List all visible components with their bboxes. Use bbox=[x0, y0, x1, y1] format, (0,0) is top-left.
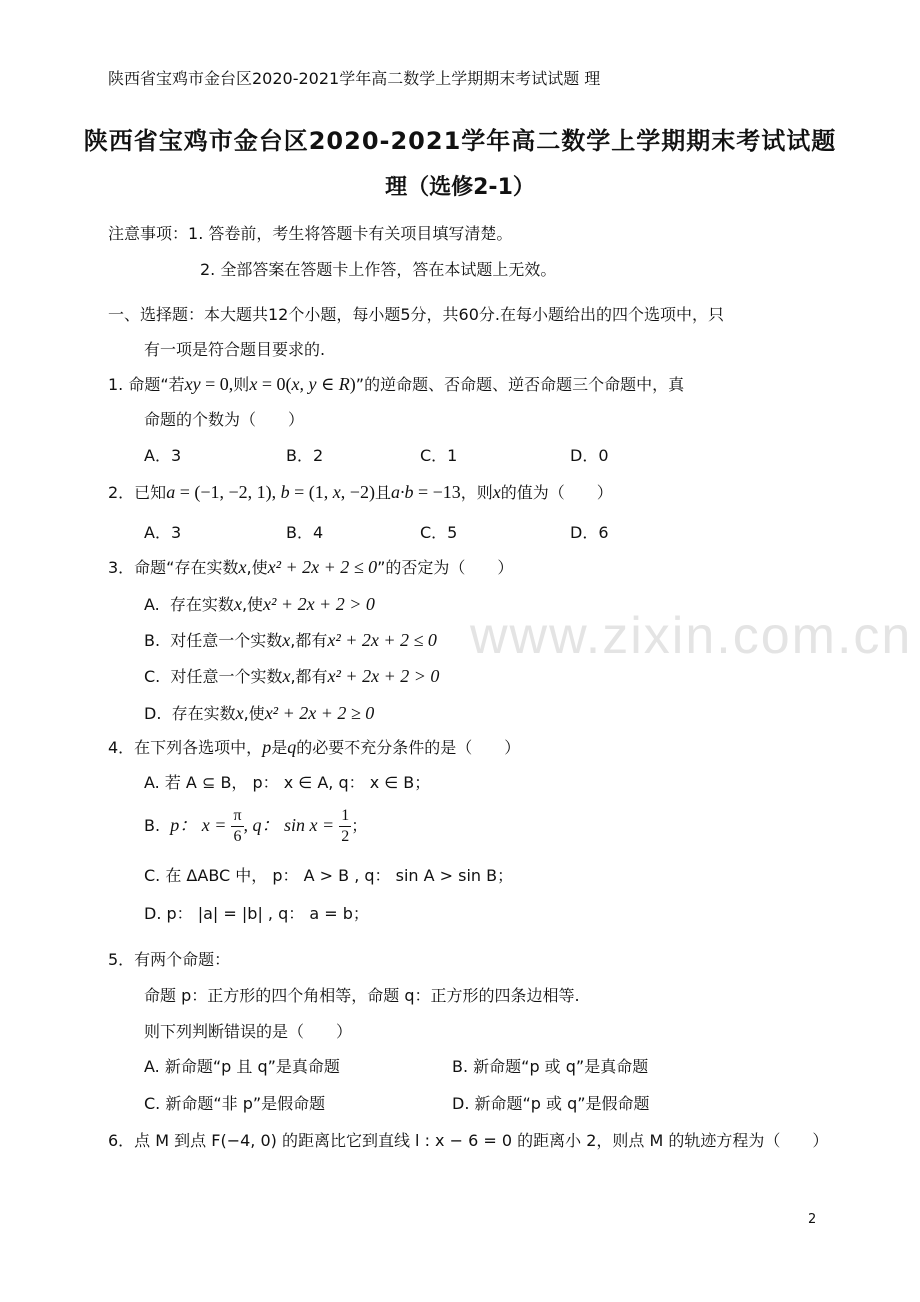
q5-propositions: 命题 p：正方形的四个角相等，命题 q：正方形的四条边相等. bbox=[144, 986, 580, 1005]
notice-item-1: 1. 答卷前，考生将答题卡有关项目填写清楚。 bbox=[188, 224, 513, 243]
q4-text: 是 bbox=[271, 738, 288, 757]
q4-option-a: A. 若 A ⊆ B， p： x ∈ A, q： x ∈ B； bbox=[144, 773, 431, 792]
q3-prefix: 3．命题“存在实数 bbox=[108, 558, 239, 577]
q5-option-a: A. 新命题“p 且 q”是真命题 bbox=[144, 1057, 340, 1076]
q3-math: x bbox=[282, 630, 291, 650]
dot-product: a·b bbox=[390, 482, 414, 502]
q3-option-text: 存在实数 bbox=[171, 704, 236, 723]
q1-math: ∈ bbox=[316, 374, 339, 394]
fraction-denominator: 2 bbox=[341, 828, 350, 845]
q3-text: ,使 bbox=[246, 558, 268, 577]
question-5-stem: 5．有两个命题： bbox=[108, 950, 231, 969]
q3-option-text: 对任意一个实数 bbox=[170, 667, 283, 686]
q4-math: , q： sin x = bbox=[243, 815, 335, 835]
q3-option-text: ,使 bbox=[241, 595, 264, 614]
q3-option-text: 存在实数 bbox=[169, 595, 234, 614]
q2-option-c: C．5 bbox=[420, 523, 458, 542]
fraction-numerator: 1 bbox=[339, 806, 351, 827]
q1-math: ) bbox=[349, 374, 356, 394]
q4-math: q bbox=[287, 737, 297, 757]
q4-option-label: B. bbox=[144, 816, 161, 835]
q1-suffix: ”的逆命题、否命题、逆否命题三个命题中，真 bbox=[355, 375, 685, 394]
q4-option-d: D. p： |a| = |b| , q： a = b； bbox=[144, 904, 369, 923]
q1-text: 则 bbox=[233, 375, 250, 394]
q3-option-label: D. bbox=[144, 704, 162, 723]
q5-option-c: C. 新命题“非 p”是假命题 bbox=[144, 1094, 326, 1113]
q2-math: = −13 bbox=[413, 482, 461, 502]
q2-text: 的值为（ ） bbox=[500, 483, 613, 502]
question-2-stem bbox=[108, 480, 613, 503]
q3-math: x² + 2x + 2 ≥ 0 bbox=[264, 703, 375, 723]
section-heading: 一、选择题：本大题共12个小题，每小题5分，共60分.在每小题给出的四个选项中，只 bbox=[108, 305, 724, 324]
fraction-pi-over-6 bbox=[231, 806, 243, 847]
q3-option-text: ,都有 bbox=[290, 631, 328, 650]
question-1-stem bbox=[108, 372, 684, 395]
q4-text: ； bbox=[351, 816, 368, 835]
q3-option-b bbox=[144, 628, 437, 651]
fraction-one-half bbox=[339, 806, 351, 847]
q2-option-b: B．4 bbox=[286, 523, 324, 542]
notice-label: 注意事项： bbox=[108, 224, 189, 243]
q3-math: x² + 2x + 2 ≤ 0 bbox=[267, 557, 378, 577]
q4-prefix: 4．在下列各选项中， bbox=[108, 738, 263, 757]
q4-math: p bbox=[262, 737, 272, 757]
q4-option-b bbox=[144, 806, 367, 847]
page-title: 陕西省宝鸡市金台区2020-2021学年高二数学上学期期末考试试题 bbox=[83, 127, 837, 155]
q3-option-label: C. bbox=[144, 667, 161, 686]
q4-math: p： x = bbox=[170, 815, 227, 835]
q2-text: 且 bbox=[374, 483, 391, 502]
q4-suffix: 的必要不充分条件的是（ ） bbox=[296, 738, 521, 757]
fraction-numerator: π bbox=[231, 806, 243, 827]
q1-option-d: D．0 bbox=[570, 446, 609, 465]
notice-line-1 bbox=[108, 221, 512, 244]
q3-math: x bbox=[235, 703, 244, 723]
q5-option-d: D. 新命题“p 或 q”是假命题 bbox=[452, 1094, 650, 1113]
running-header: 陕西省宝鸡市金台区2020-2021学年高二数学上学期期末考试试题 理 bbox=[108, 69, 601, 88]
q3-math: x bbox=[233, 594, 242, 614]
q2-math: x bbox=[332, 482, 341, 502]
section-heading-cont: 有一项是符合题目要求的. bbox=[144, 340, 326, 359]
q1-math: x, y bbox=[291, 374, 317, 394]
fraction-denominator: 6 bbox=[233, 828, 242, 845]
q3-option-text: ,都有 bbox=[290, 667, 328, 686]
q5-option-b: B. 新命题“p 或 q”是真命题 bbox=[452, 1057, 649, 1076]
q1-math: = 0( bbox=[257, 374, 292, 394]
q3-option-a bbox=[144, 592, 375, 615]
notice-item-2: 2. 全部答案在答题卡上作答，答在本试题上无效。 bbox=[200, 260, 557, 279]
page-subtitle: 理（选修2-1） bbox=[385, 175, 535, 200]
q2-math: , −2) bbox=[340, 482, 375, 502]
q2-math: = (−1, −2, 1), bbox=[175, 482, 281, 502]
q3-option-label: B. bbox=[144, 631, 161, 650]
q2-math: x bbox=[492, 482, 501, 502]
watermark: www.zixin.com.cn bbox=[470, 607, 913, 665]
page-number: 2 bbox=[808, 1212, 817, 1227]
q3-math: x bbox=[238, 557, 247, 577]
q2-option-d: D．6 bbox=[570, 523, 609, 542]
q2-text: ，则 bbox=[460, 483, 493, 502]
q3-option-c bbox=[144, 664, 439, 687]
q2-prefix: 2．已知 bbox=[108, 483, 167, 502]
q1-math: R bbox=[338, 374, 350, 394]
q1-math: xy bbox=[184, 374, 201, 394]
q2-option-a: A．3 bbox=[144, 523, 182, 542]
question-4-stem bbox=[108, 735, 520, 758]
q1-option-c: C．1 bbox=[420, 446, 458, 465]
vector-a: a bbox=[166, 482, 176, 502]
q3-suffix: ”的否定为（ ） bbox=[377, 558, 514, 577]
q3-math: x² + 2x + 2 > 0 bbox=[263, 594, 375, 614]
q3-math: x² + 2x + 2 > 0 bbox=[327, 666, 440, 686]
question-6-stem: 6．点 M 到点 F(−4, 0) 的距离比它到直线 l : x − 6 = 0 的距离小 2，则点 M 的轨迹方程为（ ） bbox=[108, 1131, 829, 1150]
question-1-stem-cont: 命题的个数为（ ） bbox=[144, 410, 305, 429]
q1-prefix: 1. 命题“若 bbox=[108, 375, 185, 394]
q4-option-c: C. 在 ΔABC 中， p： A > B , q： sin A > sin B； bbox=[144, 866, 514, 885]
q5-question: 则下列判断错误的是（ ） bbox=[144, 1022, 353, 1041]
vector-b: b bbox=[280, 482, 290, 502]
q1-option-b: B．2 bbox=[286, 446, 324, 465]
q3-option-text: 对任意一个实数 bbox=[170, 631, 283, 650]
q3-option-label: A. bbox=[144, 595, 160, 614]
question-3-stem bbox=[108, 555, 513, 578]
q3-math: x bbox=[282, 666, 291, 686]
q1-option-a: A．3 bbox=[144, 446, 182, 465]
q2-math: = (1, bbox=[289, 482, 333, 502]
q3-option-text: ,使 bbox=[243, 704, 265, 723]
q1-math: = 0, bbox=[200, 374, 234, 394]
q3-math: x² + 2x + 2 ≤ 0 bbox=[327, 630, 437, 650]
q3-option-d bbox=[144, 701, 374, 724]
q1-math: x bbox=[249, 374, 258, 394]
